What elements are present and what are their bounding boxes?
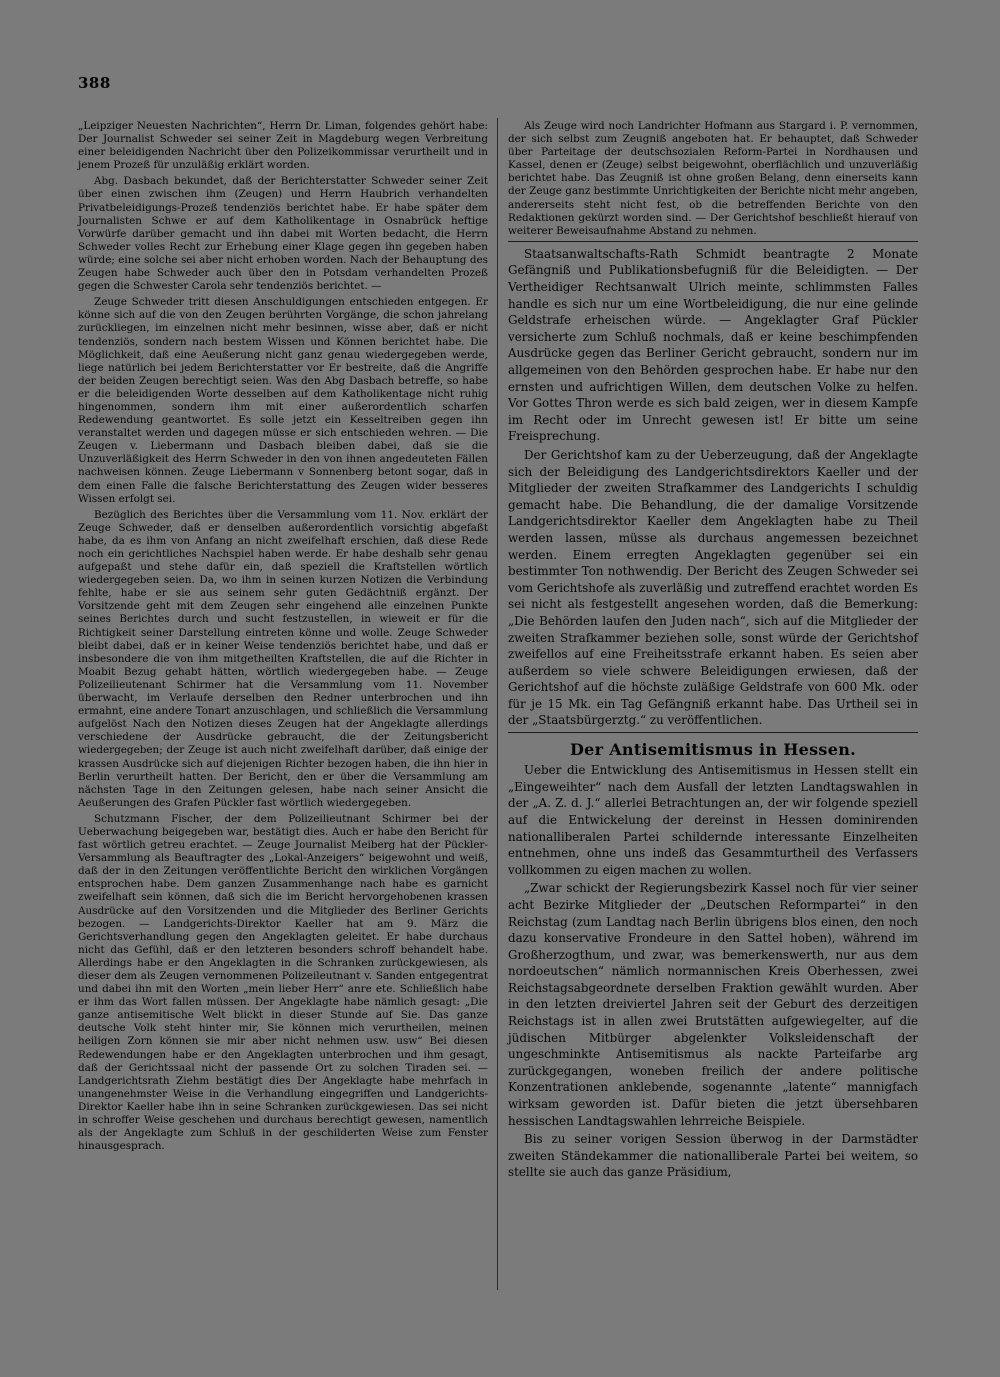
paragraph: Bis zu seiner vorigen Session überwog in der Darmstädter zweiten Ständekammer die nationalliberale Partei bei weitem, so stellte sie auch das ganze Präsidium,	[508, 1132, 918, 1180]
paragraph: Als Zeuge wird noch Landrichter Hofmann aus Stargard i. P. vernommen, der sich selbst zum Zeugniß angeboten hat. Er behauptet, daß Schweder über Parteitage der deutschsozialen Reform-Partei in Nordhausen und Kassel, denen er (Zeuge) selbst beigewohnt, oberflächlich und unzuverläßig berichtet habe. Das Zeugniß ist ohne großen Belang, denn einerseits kann der Zeuge ganz bestimmte Unrichtigkeiten der Berichte nicht mehr angeben, andererseits steht nicht fest, ob die betreffenden Berichte von den Redaktionen gekürzt worden sind. — Der Gerichtshof beschließt hierauf von weiterer Beweisaufnahme Abstand zu nehmen.	[508, 120, 918, 237]
section-rule	[508, 732, 918, 733]
article-heading: Der Antisemitismus in Hessen.	[569, 740, 857, 760]
paragraph: Staatsanwaltschafts-Rath Schmidt beantragte 2 Monate Gefängniß und Publikationsbefugniß für die Beleidigten. — Der Vertheidiger Rechtsanwalt Ulrich meinte, schlimmsten Falles handle es sich nur um eine Wortbeleidigung, die nur eine gelinde Geldstrafe erheischen würde. — Angeklagter Graf Pückler versicherte zum Schluß nochmals, daß er keine beschimpfenden Ausdrücke gegen das Berliner Gericht gebraucht, sondern nur im allgemeinen von den Behörden gesprochen habe. Er habe nur den ernsten und aufrichtigen Willen, dem deutschen Volke zu helfen. Vor Gottes Thron werde es sich bald zeigen, wer in diesem Kampfe im Recht oder im Unrecht gewesen ist! Er bitte um seine Freisprechung.	[508, 246, 918, 444]
paragraph: Schutzmann Fischer, der dem Polizeilieutnant Schirmer bei der Ueberwachung beigegeben war, bestätigt dies. Auch er habe den Bericht für fast wörtlich getreu erachtet. — Zeuge Journalist Meiberg hat der Pückler-Versammlung als Beauftragter des „Lokal-Anzeigers“ beigewohnt und weiß, daß der in den Zeitungen veröffentlichte Bericht den wirklichen Vorgängen entsprochen habe. Dem ganzen Zusammenhange nach habe es garnicht zweifelhaft sein können, daß sich die im Bericht hervorgehobenen krassen Ausdrücke auf den Vorsitzenden und die Mitglieder des Berliner Gerichts bezogen. — Landgerichts-Direktor Kaeller hat am 9. März die Gerichtsverhandlung gegen den Angeklagten geleitet. Er habe durchaus nicht das Gefühl, daß er den letzteren besonders schroff behandelt habe. Allerdings habe er den Angeklagten in die Schranken zurückgewiesen, als dieser dem als Zeugen vernommenen Polizeileutnant v. Sanden entgegentrat und dabei ihn mit den Worten „mein lieber Herr“ anre ete. Schließlich habe er ihm das Wort fallen müssen. Der Angeklagte habe nämlich gesagt: „Die ganze antisemitische Welt blickt in dieser Stunde auf Sie. Das ganze deutsche Volk steht hinter mir, Sie können mich verurtheilen, meinen heiligen Zorn können sie mir aber nicht nehmen usw. usw“ Bei diesen Redewendungen habe er den Angeklagten unterbrochen und ihm gesagt, daß der Gerichtssaal nicht der passende Ort zu solchen Tiraden sei. — Landgerichtsrath Ziehm bestätigt dies Der Angeklagte habe mehrfach in unangenehmster Weise in die Verhandlung eingegriffen und Landgerichts-Direktor Kaeller habe ihn in seine Schranken zurückgewiesen. Das sei nicht in schroffer Weise geschehen und durchaus berechtigt gewesen, namentlich als der Angeklagte zum Schluß in der geschilderten Weise zum Fenster hinausgesprach.	[78, 812, 488, 1153]
section-rule	[508, 241, 918, 242]
left-column	[78, 120, 488, 1156]
page-number: 388	[78, 74, 111, 92]
paragraph: Bezüglich des Berichtes über die Versammlung vom 11. Nov. erklärt der Zeuge Schweder, daß er denselben außerordentlich vorsichtig abgefaßt habe, da es ihm von Anfang an nicht zweifelhaft erschien, daß diese Rede noch ein gerichtliches Nachspiel haben werde. Er habe deshalb sehr genau aufgepaßt und stehe dafür ein, daß speziell die Kraftstellen wörtlich wiedergegeben seien. Da, wo ihm in seinen kurzen Notizen die Verbindung fehlte, habe er sie aus seinem sehr guten Gedächtniß ergänzt. Der Vorsitzende geht mit dem Zeugen sehr eingehend alle einzelnen Punkte seines Berichtes durch und sucht festzustellen, in wieweit er für die Richtigkeit seiner Darstellung eintreten könne und wolle. Zeuge Schweder bleibt dabei, daß er in keiner Weise tendenziös berichtet habe, und daß er insbesondere die von ihm mitgetheilten Kraftstellen, die auf die Richter in Moabit Bezug gehabt hätten, wörtlich wiedergegeben habe. — Zeuge Polizeilieutenant Schirmer hat die Versammlung vom 11. November überwacht, im Verlaufe derselben den Redner unterbrochen und ihn ermahnt, eine andere Tonart anzuschlagen, und schließlich die Versammlung aufgelöst Nach den Notizen dieses Zeugen hat der Angeklagte allerdings verschiedene der Ausdrücke gebraucht, die der Zeitungsbericht wiedergegeben; der Zeuge ist auch nicht zweifelhaft darüber, daß einige der krassen Ausdrücke sich auf diejenigen Richter bezogen haben, die ihn hier in Berlin verurtheilt hatten. Der Bericht, den er über die Versammlung am nächsten Tage in den Zeitungen gelesen, habe nach seiner Ansicht die Aeußerungen des Grafen Pückler fast wörtlich wiedergegeben.	[78, 508, 488, 809]
paragraph: „Zwar schickt der Regierungsbezirk Kassel noch für vier seiner acht Bezirke Mitglieder der „Deutschen Reformpartei“ in den Reichstag (zum Landtag nach Berlin übrigens blos einen, den noch dazu konservative Frondeure in den Sattel hoben), während im Großherzogthum, und zwar, was bemerkenswerth, nur aus dem nordoeutschen“ nämlich normannischen Kreis Oberhessen, zwei Reichstagsabgeordnete derselben Fraktion gewählt wurden. Aber in den letzten dreiviertel Jahren seit der Geburt des derzeitigen Reichstags ist in allen zwei Brutstätten aufgewiegelter, auf die jüdischen Mitbürger abgelenkter Volksleidenschaft der ungeschminkte Antisemitismus als nackte Parteifarbe arg zurückgegangen, woneben freilich der andere politische Konzentrationen anklebende, sogenannte „latente“ mannigfach wirksam geworden ist. Dafür bieten die jetzt übersehbaren hessischen Landtagswahlen lehrreiche Beispiele.	[508, 881, 918, 1128]
paragraph: Der Gerichtshof kam zu der Ueberzeugung, daß der Angeklagte sich der Beleidigung des Landgerichtsdirektors Kaeller und der Mitglieder der zweiten Strafkammer des Landgerichts I schuldig gemacht habe. Die Behandlung, die der damalige Vorsitzende Landgerichtsdirektor Kaeller dem Angeklagten habe zu Theil werden lassen, müsse als durchaus angemessen bezeichnet werden. Einem erregten Angeklagten gegenüber sei ein bestimmter Ton nothwendig. Der Bericht des Zeugen Schweder sei vom Gerichtshofe als zuverläßig und zutreffend erachtet worden Es sei nicht als festgestellt angesehen worden, daß die Bemerkung: „Die Behörden laufen den Juden nach“, sich auf die Mitglieder der zweiten Strafkammer beziehen solle, sonst würde der Gerichtshof zweifellos auf eine Freiheitsstrafe erkannt haben. Es seien aber außerdem so viele schwere Beleidigungen erwiesen, daß der Gerichtshof auf die höchste zuläßige Geldstrafe von 600 Mk. oder für je 15 Mk. ein Tag Gefängniß erkannt habe. Das Urtheil sei in der „Staatsbürgerztg.“ zu veröffentlichen.	[508, 447, 918, 728]
paragraph: Abg. Dasbach bekundet, daß der Berichterstatter Schweder seiner Zeit über einen zwischen ihm (Zeugen) und Herrn Haubrich verhandelten Privatbeleidigungs-Prozeß tendenziös berichtet habe. Er habe später dem Journalisten Schwe er auf dem Katholikentage in Osnabrück heftige Vorwürfe darüber gemacht und ihn dabei mit Worten bedacht, die Herrn Schweder volles Recht zur Erhebung einer Klage gegen ihn gegeben haben würde; eine solche sei aber nicht erhoben worden. Nach der Behauptung des Zeugen habe Schweder auch über den in Potsdam verhandelten Prozeß gegen die Schwester Carola sehr tendenziös berichtet. —	[78, 175, 488, 293]
column-divider	[497, 118, 498, 1290]
right-column	[508, 120, 918, 1183]
paragraph: „Leipziger Neuesten Nachrichten“, Herrn Dr. Liman, folgendes gehört habe: Der Journalist Schweder sei seiner Zeit in Magdeburg wegen Verbreitung einer beleidigenden Nachricht über den Polizeikommissar verurtheilt und in jenem Prozeß für unzuläßig erklärt worden.	[78, 120, 488, 172]
paragraph: Zeuge Schweder tritt diesen Anschuldigungen entschieden entgegen. Er könne sich auf die von den Zeugen berührten Vorgänge, die schon jahrelang zurückliegen, im einzelnen nicht mehr besinnen, wisse aber, daß er nicht tendenziös, sondern nach bestem Wissen und Können berichtet habe. Die Möglichkeit, daß eine Aeußerung nicht ganz genau wiedergegeben werde, liege natürlich bei jedem Berichterstatter vor Er bestreite, daß die Angriffe der beiden Zeugen berechtigt seien. Was den Abg Dasbach betreffe, so habe er die beleidigenden Worte desselben auf dem Katholikentage nicht ruhig hingenommen, sondern ihm mit einer außerordentlich scharfen Redewendung geantwortet. Es solle jetzt ein Kesseltreiben gegen ihn veranstaltet werden und dagegen müsse er sich entschieden wehren. — Die Zeugen v. Liebermann und Dasbach bleiben dabei, daß sie die Unzuverläßigkeit des Herrn Schweder in den von ihnen angedeuteten Fällen nachweisen können. Zeuge Liebermann v Sonnenberg betont sogar, daß in dem einen Falle die falsche Berichterstattung des Zeugen wider besseres Wissen erfolgt sei.	[78, 296, 488, 505]
paragraph: Ueber die Entwicklung des Antisemitismus in Hessen stellt ein „Eingeweihter“ nach dem Ausfall der letzten Landtagswahlen in der „A. Z. d. J.“ allerlei Betrachtungen an, der wir folgende speziell auf die Entwickelung der dereinst in Hessen dominirenden nationalliberalen Partei schildernde interessante Einzelheiten entnehmen, ohne uns indeß das Gesammturtheil des Verfassers vollkommen zu eigen machen zu wollen.	[508, 763, 918, 877]
